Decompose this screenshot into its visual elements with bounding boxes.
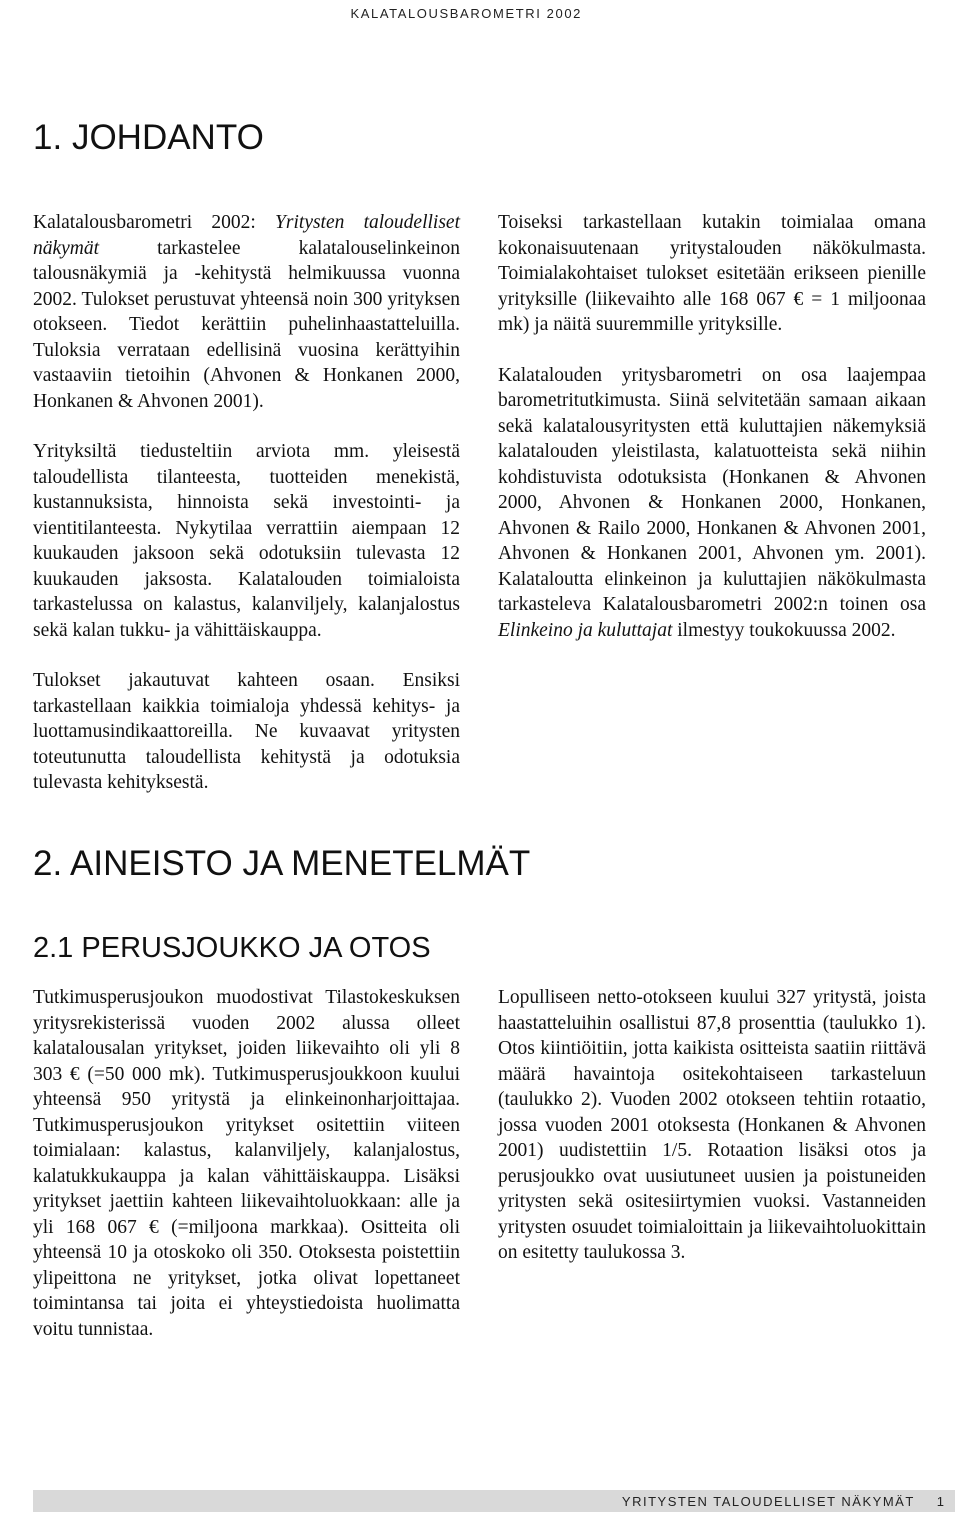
publication-title: Yritysten taloudelliset näkymät — [33, 212, 461, 259]
section-2-1-number: 2.1 — [33, 932, 74, 964]
section-2-number: 2. — [33, 844, 63, 883]
section-1-heading — [33, 118, 264, 158]
section-2-title: AINEISTO JA MENETELMÄT — [70, 844, 531, 883]
paragraph: Kalatalouden yritysbarometri on osa laajempaa barometritutkimusta. Siinä selvitetään samaan aikaan sekä kalatalousyritysten että kuluttajien näkemyksiä kalatalouden yleistilasta, kalatuotteista sekä niihin kohdistuvista odotuksista (Honkanen & Ahvonen 2000, Ahvonen & Honkanen 2000, Honkanen, Ahvonen & Railo 2000, Honkanen & Ahvonen 2001, Ahvonen & Honkanen 2001, Ahvonen ym. 2001). Kalataloutta elinkeinon ja kuluttajien näkökulmasta tarkasteleva Kalatalousbarometri 2002:n toinen osa Elinkeino ja kuluttajat ilmestyy toukokuussa 2002. — [498, 364, 926, 641]
section-2-1-title: PERUSJOUKKO JA OTOS — [81, 932, 431, 964]
running-footer — [622, 1494, 944, 1509]
paragraph: Yrityksiltä tiedusteltiin arviota mm. yleisestä taloudellista tilanteesta, tuotteiden menekistä, kustannuksista, hinnoista sekä investointi- ja vientitilanteesta. Nykytilaa verrattiin aiempaan 12 kuukauden jaksoon sekä odotuksiin tulevasta 12 kuukauden jaksosta. Kalatalouden toimialoista tarkastelussa on kalastus, kalanviljely, kalanjalostus sekä kalan tukku- ja vähittäiskauppa. — [33, 441, 460, 641]
paragraph: Tutkimusperusjoukon muodostivat Tilastokeskuksen yritysrekisterissä vuoden 2002 alussa olleet kalatalousalan yritykset, joiden liikevaihto oli yli 8 303 € (=50 000 mk). Tutkimusperusjoukkoon kuului yhteensä 950 yritystä ja elinkeinonharjoittajaa. Tutkimusperusjoukon yritykset ositettiin viiteen toimialaan: kalastus, kalanviljely, kalanjalostus, kalatukkukauppa ja kalan vähittäiskauppa. Lisäksi yritykset jaettiin kahteen liikevaihtoluokkaan: alle ja yli 168 067 € (=miljoona markkaa). Ositteita oli yhteensä 10 ja otoskoko oli 350. Otoksesta poistettiin ylipeittona ne yritykset, jotka olivat lopettaneet toimintansa tai joita ei yhteystiedoista huolimatta voitu tunnistaa. — [33, 987, 460, 1340]
section-2-1-right-column — [498, 985, 926, 1291]
section-2-heading — [33, 844, 530, 884]
running-header: KALATALOUSBAROMETRI 2002 — [350, 6, 582, 21]
paragraph: Tulokset jakautuvat kahteen osaan. Ensiksi tarkastellaan kaikkia toimialoja yhdessä kehitys- ja luottamusindikaattoreilla. Ne kuvaavat yritysten toteutunutta taloudellista kehitystä ja odotuksia tulevasta kehityksestä. — [33, 670, 460, 793]
page-number: 1 — [936, 1494, 944, 1509]
footer-title: YRITYSTEN TALOUDELLISET NÄKYMÄT — [621, 1494, 915, 1509]
section-2-1-heading — [33, 932, 431, 965]
paragraph: Kalatalousbarometri 2002: Yritysten taloudelliset näkymät tarkastelee kalatalouselinkeinon talousnäkymiä ja -kehitystä helmikuussa vuonna 2002. Tulokset perustuvat yhteensä noin 300 yrityksen otokseen. Tiedot kerättiin puhelinhaastatteluilla. Tuloksia verrataan edellisinä vuosina kerättyihin vastaaviin tietoihin (Ahvonen & Honkanen 2000, Honkanen & Ahvonen 2001). — [33, 212, 461, 412]
section-1-left-column — [33, 210, 460, 821]
section-1-title: JOHDANTO — [71, 118, 264, 157]
publication-part-title: Elinkeino ja kuluttajat — [498, 619, 673, 641]
section-1-number: 1. — [33, 118, 63, 157]
paragraph: Toiseksi tarkastellaan kutakin toimialaa omana kokonaisuutenaan yritystalouden näkökulmasta. Toimialakohtaiset tulokset esitetään erikseen pienille yrityksille (liikevaihto alle 168 067 € = 1 miljoonaa mk) ja näitä suuremmille yrityksille. — [498, 212, 926, 335]
section-1-right-column — [498, 210, 926, 668]
paragraph: Lopulliseen netto-otokseen kuului 327 yritystä, joista haastatteluihin osallistui 87,8 prosenttia (taulukko 1). Otos kiintiöitiin, jotta kaikista ositteista saatiin riittävä määrä havaintoja ositekohtaiseen tarkasteluun (taulukko 2). Vuoden 2002 otokseen tehtiin rotaatio, jossa vuoden 2001 otoksesta (Honkanen & Ahvonen 2001) uudistettiin 1/5. Rotaation lisäksi otos ja perusjoukko ovat uusiutuneet uusien ja poistuneiden yritysten sekä ositesiirtymien vuoksi. Vastanneiden yritysten osuudet toimialoittain ja liikevaihtoluokittain on esitetty taulukossa 3. — [498, 987, 926, 1263]
section-2-1-left-column — [33, 985, 460, 1367]
